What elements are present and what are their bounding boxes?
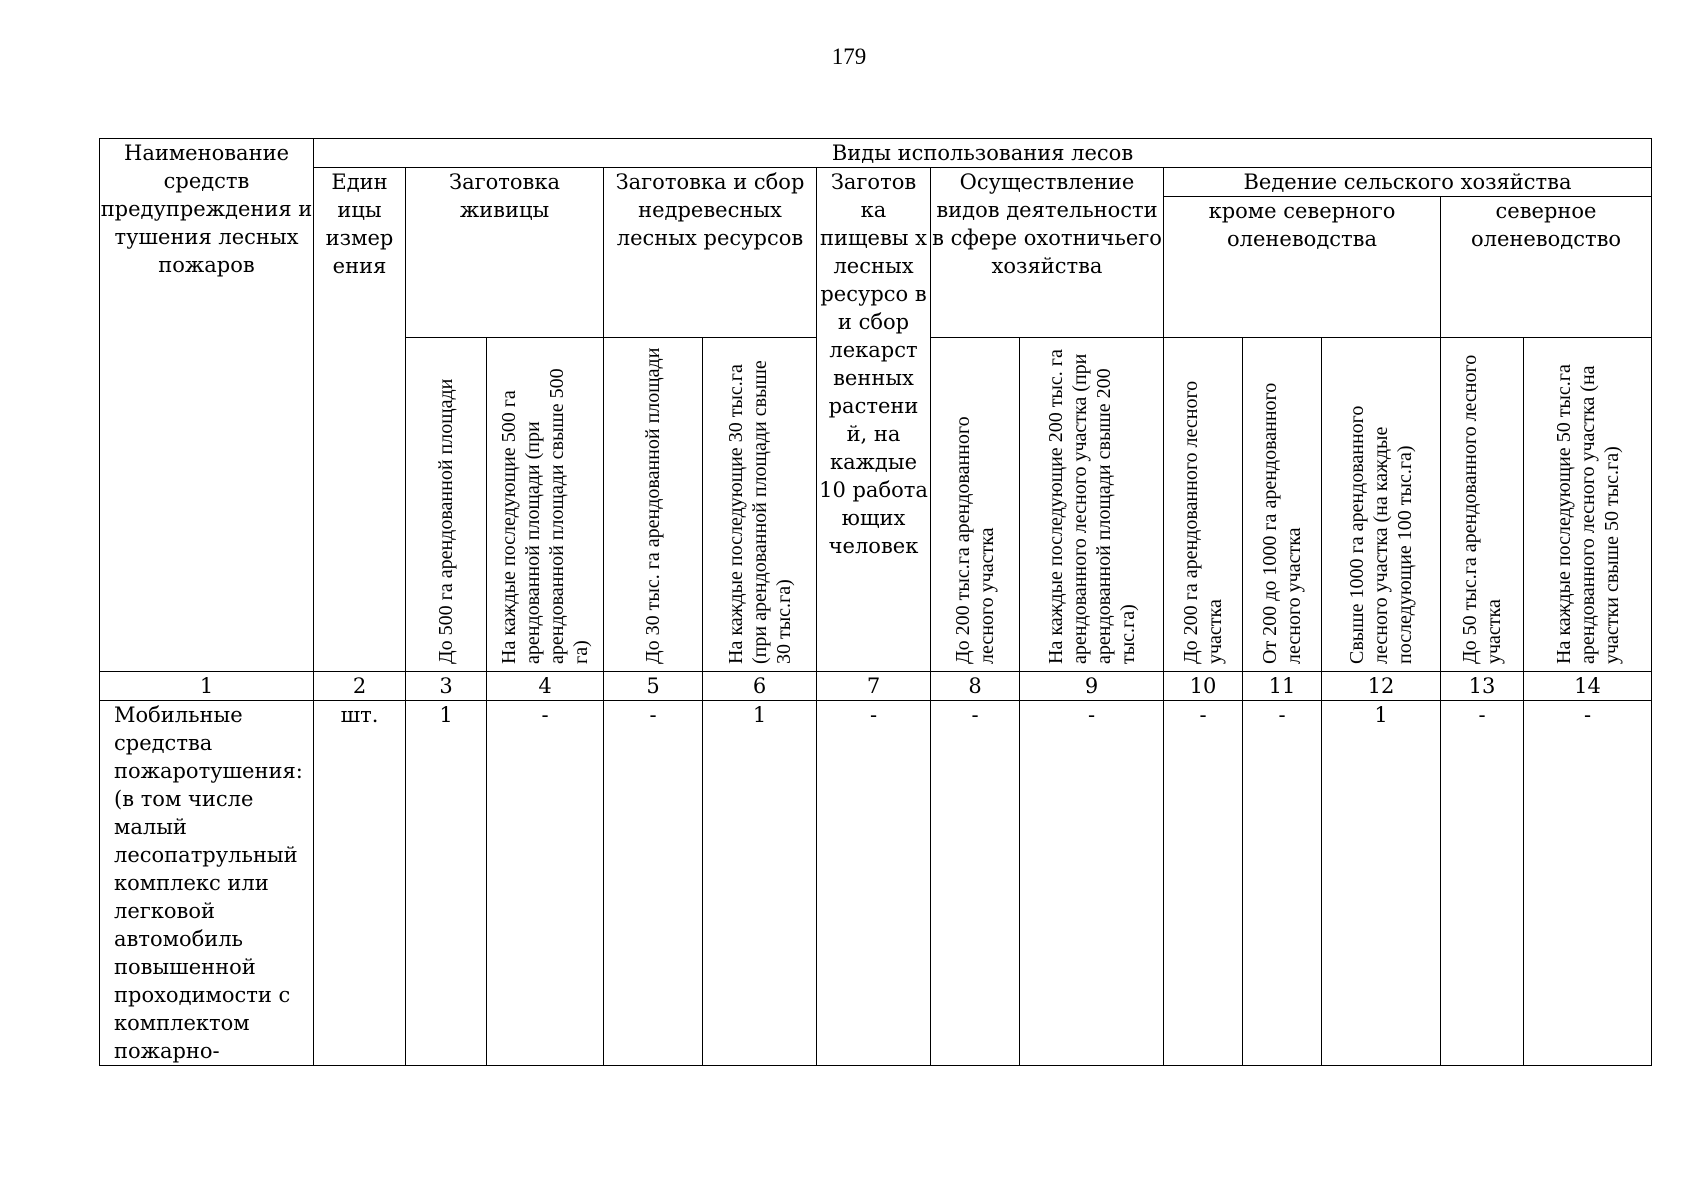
row-value: -: [1020, 701, 1164, 1066]
subheader-8: До 200 тыс.га арендованного лесного участка: [931, 338, 1020, 672]
header-name-col: Наименование средств предупреждения и тушения лесных пожаров: [100, 139, 314, 672]
col-number: 6: [703, 672, 817, 701]
table-row: [100, 701, 1652, 1066]
subheader-3: До 500 га арендованной площади: [406, 338, 487, 672]
row-value: 1: [1322, 701, 1441, 1066]
row-value: 1: [703, 701, 817, 1066]
header-agri-except-north: кроме северного оленеводства: [1164, 197, 1441, 338]
col-number: 14: [1524, 672, 1652, 701]
row-value: -: [817, 701, 931, 1066]
header-resin: Заготовка живицы: [406, 168, 604, 338]
header-nontimber: Заготовка и сбор недревесных лесных ресурсов: [604, 168, 817, 338]
subheader-6: На каждые последующие 30 тыс.га (при арендованной площади свыше 30 тыс.га): [703, 338, 817, 672]
col-number: 2: [314, 672, 406, 701]
row-unit: шт.: [314, 701, 406, 1066]
col-number: 4: [487, 672, 604, 701]
header-agri-north: северное оленеводство: [1441, 197, 1652, 338]
row-value: -: [604, 701, 703, 1066]
subheader-4: На каждые последующие 500 га арендованной площади (при арендованной площади свыше 500 га): [487, 338, 604, 672]
col-number: 10: [1164, 672, 1243, 701]
subheader-10: До 200 га арендованного лесного участка: [1164, 338, 1243, 672]
column-numbers-row: [100, 672, 1652, 701]
header-hunting: Осуществление видов деятельности в сфере охотничьего хозяйства: [931, 168, 1164, 338]
col-number: 11: [1243, 672, 1322, 701]
row-value: -: [1524, 701, 1652, 1066]
subheader-9: На каждые последующие 200 тыс. га арендованного лесного участка (при арендованной площади свыше 200 тыс.га): [1020, 338, 1164, 672]
fire-equipment-table: [99, 138, 1652, 1066]
row-value: -: [931, 701, 1020, 1066]
page-number: 179: [831, 44, 867, 69]
subheader-13: До 50 тыс.га арендованного лесного участка: [1441, 338, 1524, 672]
subheader-12: Свыше 1000 га арендованного лесного участка (на каждые последующие 100 тыс.га): [1322, 338, 1441, 672]
subheader-5: До 30 тыс. га арендованной площади: [604, 338, 703, 672]
row-value: -: [487, 701, 604, 1066]
row-value: 1: [406, 701, 487, 1066]
col-number: 1: [100, 672, 314, 701]
subheader-11: От 200 до 1000 га арендованного лесного участка: [1243, 338, 1322, 672]
row-value: -: [1441, 701, 1524, 1066]
row-name: Мобильные средства пожаротушения: (в том числе малый лесопатрульный комплекс или легковой автомобиль повышенной проходимости с комплектом пожарно-: [100, 701, 314, 1066]
col-number: 9: [1020, 672, 1164, 701]
col-number: 5: [604, 672, 703, 701]
col-number: 13: [1441, 672, 1524, 701]
col-number: 7: [817, 672, 931, 701]
header-row-1: [100, 139, 1652, 168]
row-value: -: [1164, 701, 1243, 1066]
header-food-resources: Заготов ка пищевы х лесных ресурсо в и сбор лекарст венных растени й, на каждые 10 работа ющих человек: [817, 168, 931, 672]
subheader-14: На каждые последующие 50 тыс.га арендованного лесного участка (на участки свыше 50 тыс.га): [1524, 338, 1652, 672]
col-number: 8: [931, 672, 1020, 701]
header-forest-uses: Виды использования лесов: [314, 139, 1652, 168]
col-number: 12: [1322, 672, 1441, 701]
header-agriculture: Ведение сельского хозяйства: [1164, 168, 1652, 197]
row-value: -: [1243, 701, 1322, 1066]
header-row-2: [100, 168, 1652, 197]
header-unit: Един ицы измер ения: [314, 168, 406, 672]
col-number: 3: [406, 672, 487, 701]
